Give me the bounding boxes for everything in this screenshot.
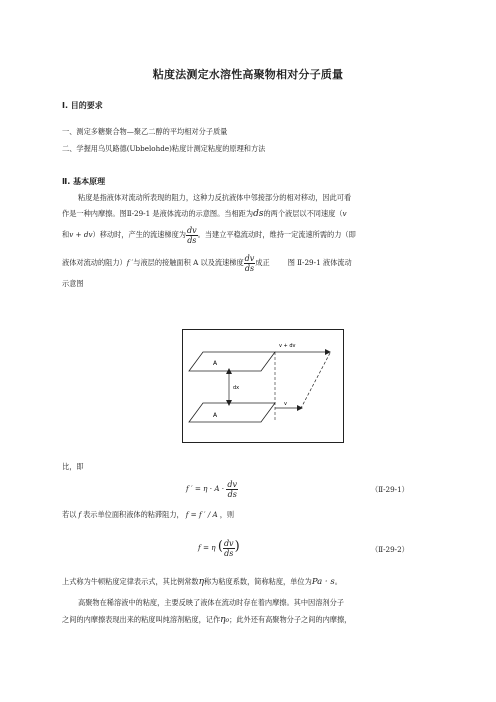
text-run: 和 <box>62 230 70 239</box>
math-eta: η <box>198 577 204 587</box>
paragraph-line <box>62 253 352 273</box>
flow-diagram <box>183 330 343 442</box>
math-unit: Pa · s <box>311 577 335 587</box>
fraction-dv-ds <box>244 254 256 273</box>
fraction-dv-ds <box>223 539 235 558</box>
paragraph-line <box>62 225 356 245</box>
section-heading-principles: Ⅱ. 基本原理 <box>62 177 106 186</box>
math-eta-zero: η₀ <box>220 615 230 625</box>
math-ds: ds <box>253 209 264 219</box>
math-f-relation: f = f ′ / A <box>185 510 218 519</box>
label-gap: dx <box>233 385 240 391</box>
fraction-numerator: dv <box>244 253 255 263</box>
text-run: 。当建立平稳流动时，维持一定流速所需的力（即 <box>197 230 356 239</box>
fraction-dv-ds <box>226 480 238 499</box>
paragraph-line <box>62 614 351 626</box>
equation-2 <box>198 536 240 559</box>
label-top-velocity: v + dv <box>279 343 296 349</box>
text-run: 液体对流动的阻力） <box>62 258 127 267</box>
fraction-denominator: ds <box>224 548 234 558</box>
text-run: ，则 <box>219 510 235 519</box>
label-top-plane: A <box>213 360 218 367</box>
equation-1 <box>186 478 238 500</box>
math-v-plus-dv: v + dv <box>69 230 93 239</box>
text-run: 。 <box>334 577 342 586</box>
close-paren: ) <box>234 539 240 554</box>
text-run: 上式称为牛顿粘度定律表示式，其比例常数 <box>62 577 199 586</box>
top-velocity-arrow <box>325 349 331 355</box>
text-run: 成正 <box>255 258 270 267</box>
fraction-denominator: ds <box>244 263 255 273</box>
fraction-denominator: ds <box>187 235 197 245</box>
fraction-numerator: dv <box>223 538 234 548</box>
fraction-numerator: dv <box>227 479 238 489</box>
text-run: 若以 <box>62 510 77 519</box>
equation-2-tag: （Ⅱ-29-2） <box>371 545 409 554</box>
text-run: 表示单位面积液体的粘滞阻力， <box>83 510 184 519</box>
paragraph-line <box>62 208 347 220</box>
section-heading-objectives: Ⅰ. 目的要求 <box>62 101 103 110</box>
math-f: f <box>78 510 82 519</box>
paragraph-line: 粘度是指液体对流动所表现的阻力，这种力反抗液体中邻接部分的相对移动，因此可看 <box>78 193 352 202</box>
paragraph-line: 比，即 <box>62 462 84 471</box>
equation-1-tag: （Ⅱ-29-1） <box>371 485 409 494</box>
fraction-numerator: dv <box>186 225 197 235</box>
objective-item-1: 一、测定多糖聚合物—聚乙二醇的平均相对分子质量 <box>62 127 228 136</box>
label-bottom-velocity: v <box>284 401 287 407</box>
paragraph-line: 高聚物在稀溶液中的粘度，主要反映了液体在流动时存在着内摩擦。其中因溶剂分子 <box>78 598 344 607</box>
text-run: ；此外还有高聚物分子之间的内摩擦， <box>229 615 352 624</box>
equation-1-lhs: f ′ = η · A · <box>186 484 225 493</box>
math-f-prime: f ′ <box>126 258 134 267</box>
figure-caption-continued: 示意图 <box>62 279 84 288</box>
fraction-dv-ds <box>186 226 198 245</box>
flow-figure <box>182 329 344 443</box>
open-paren: ( <box>217 539 223 554</box>
bottom-liquid-plane <box>189 403 275 422</box>
text-run: 之间的内摩擦表现出来的粘度叫纯溶剂粘度，记作 <box>62 615 221 624</box>
text-run: 的两个液层以不同速度（ <box>263 209 343 218</box>
paragraph-line <box>62 576 342 588</box>
label-bottom-plane: A <box>213 412 218 419</box>
math-v: v <box>342 209 347 218</box>
objective-item-2: 二、学握用乌贝路德(Ubbelohde)粘度计测定粘度的原理和方法 <box>62 144 266 153</box>
text-run: 作是一种内摩擦。图Ⅱ-29-1 是液体流动的示意图。当相距为 <box>62 209 254 218</box>
velocity-gradient-dashed <box>300 353 330 410</box>
page-title: 粘度法测定水溶性高聚物相对分子质量 <box>152 68 344 81</box>
top-liquid-plane <box>189 352 275 371</box>
figure-caption: 图 Ⅱ-29-1 液体流动 <box>287 258 352 267</box>
equation-2-lhs: f = η <box>198 543 216 552</box>
paragraph-line <box>62 509 234 520</box>
bottom-velocity-arrow <box>297 405 303 411</box>
text-run: 与液层的接触面积 A 以及流速梯度 <box>133 258 244 267</box>
fraction-denominator: ds <box>227 489 237 499</box>
text-run: ）移动时，产生的流速梯度为 <box>92 230 186 239</box>
text-run: 称为粘度系数，简称粘度，单位为 <box>203 577 312 586</box>
